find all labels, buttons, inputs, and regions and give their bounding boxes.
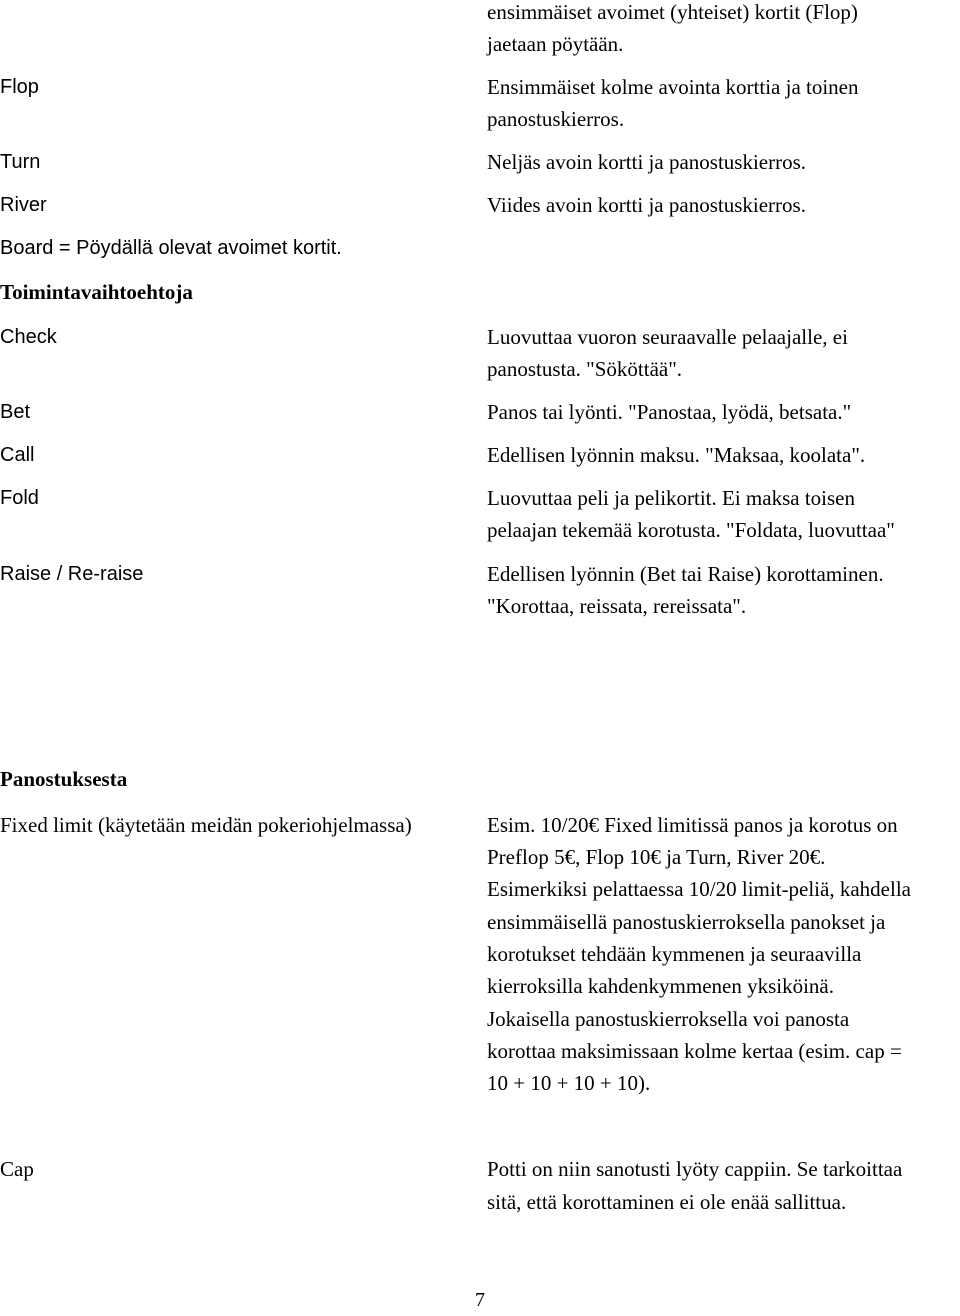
fixed-limit-line-1: Esim. 10/20€ Fixed limitissä panos ja korotus on	[487, 813, 898, 837]
page-number: 7	[475, 1289, 485, 1311]
check-desc-line-2: panostusta. "Sököttää".	[487, 357, 683, 381]
fixed-limit-line-8: korottaa maksimissaan kolme kertaa (esim. cap =	[487, 1039, 902, 1063]
flop-desc-line-2: panostuskierros.	[487, 107, 625, 131]
flop-intro-line-2: jaetaan pöytään.	[487, 32, 624, 56]
board-note: Board = Pöydällä olevat avoimet kortit.	[0, 237, 342, 259]
term-raise: Raise / Re-raise	[0, 563, 144, 585]
flop-desc-line-1: Ensimmäiset kolme avointa korttia ja toinen	[487, 75, 859, 99]
betting-heading: Panostuksesta	[0, 767, 128, 791]
term-cap: Cap	[0, 1157, 34, 1181]
term-fixed-limit: Fixed limit (käytetään meidän pokeriohjelmassa)	[0, 813, 412, 837]
bet-desc: Panos tai lyönti. "Panostaa, lyödä, betsata."	[487, 400, 852, 424]
river-desc: Viides avoin kortti ja panostuskierros.	[487, 193, 806, 217]
term-turn: Turn	[0, 151, 41, 173]
fixed-limit-line-3: Esimerkiksi pelattaessa 10/20 limit-peliä, kahdella	[487, 877, 911, 901]
fold-desc-line-2: pelaajan tekemää korotusta. "Foldata, luovuttaa"	[487, 518, 895, 542]
check-desc-line-1: Luovuttaa vuoron seuraavalle pelaajalle, ei	[487, 325, 848, 349]
fold-desc-line-1: Luovuttaa peli ja pelikortit. Ei maksa toisen	[487, 486, 855, 510]
actions-heading: Toimintavaihtoehtoja	[0, 280, 193, 304]
raise-desc-line-2: "Korottaa, reissata, rereissata".	[487, 594, 747, 618]
fixed-limit-line-4: ensimmäisellä panostuskierroksella panokset ja	[487, 910, 886, 934]
term-check: Check	[0, 326, 57, 348]
turn-desc: Neljäs avoin kortti ja panostuskierros.	[487, 150, 807, 174]
fixed-limit-line-5: korotukset tehdään kymmenen ja seuraavilla	[487, 942, 862, 966]
term-flop: Flop	[0, 76, 39, 98]
flop-intro-line-1: ensimmäiset avoimet (yhteiset) kortit (Flop)	[487, 0, 858, 24]
fixed-limit-line-7: Jokaisella panostuskierroksella voi panosta	[487, 1007, 850, 1031]
fixed-limit-line-2: Preflop 5€, Flop 10€ ja Turn, River 20€.	[487, 845, 826, 869]
term-call: Call	[0, 444, 35, 466]
cap-desc-line-2: sitä, että korottaminen ei ole enää sallittua.	[487, 1190, 847, 1214]
fixed-limit-line-6: kierroksilla kahdenkymmenen yksiköinä.	[487, 974, 835, 998]
raise-desc-line-1: Edellisen lyönnin (Bet tai Raise) korottaminen.	[487, 562, 884, 586]
fixed-limit-line-9: 10 + 10 + 10 + 10).	[487, 1071, 651, 1095]
call-desc: Edellisen lyönnin maksu. "Maksaa, koolata".	[487, 443, 866, 467]
cap-desc-line-1: Potti on niin sanotusti lyöty cappiin. Se tarkoittaa	[487, 1157, 903, 1181]
term-river: River	[0, 194, 47, 216]
term-bet: Bet	[0, 401, 31, 423]
term-fold: Fold	[0, 487, 39, 509]
